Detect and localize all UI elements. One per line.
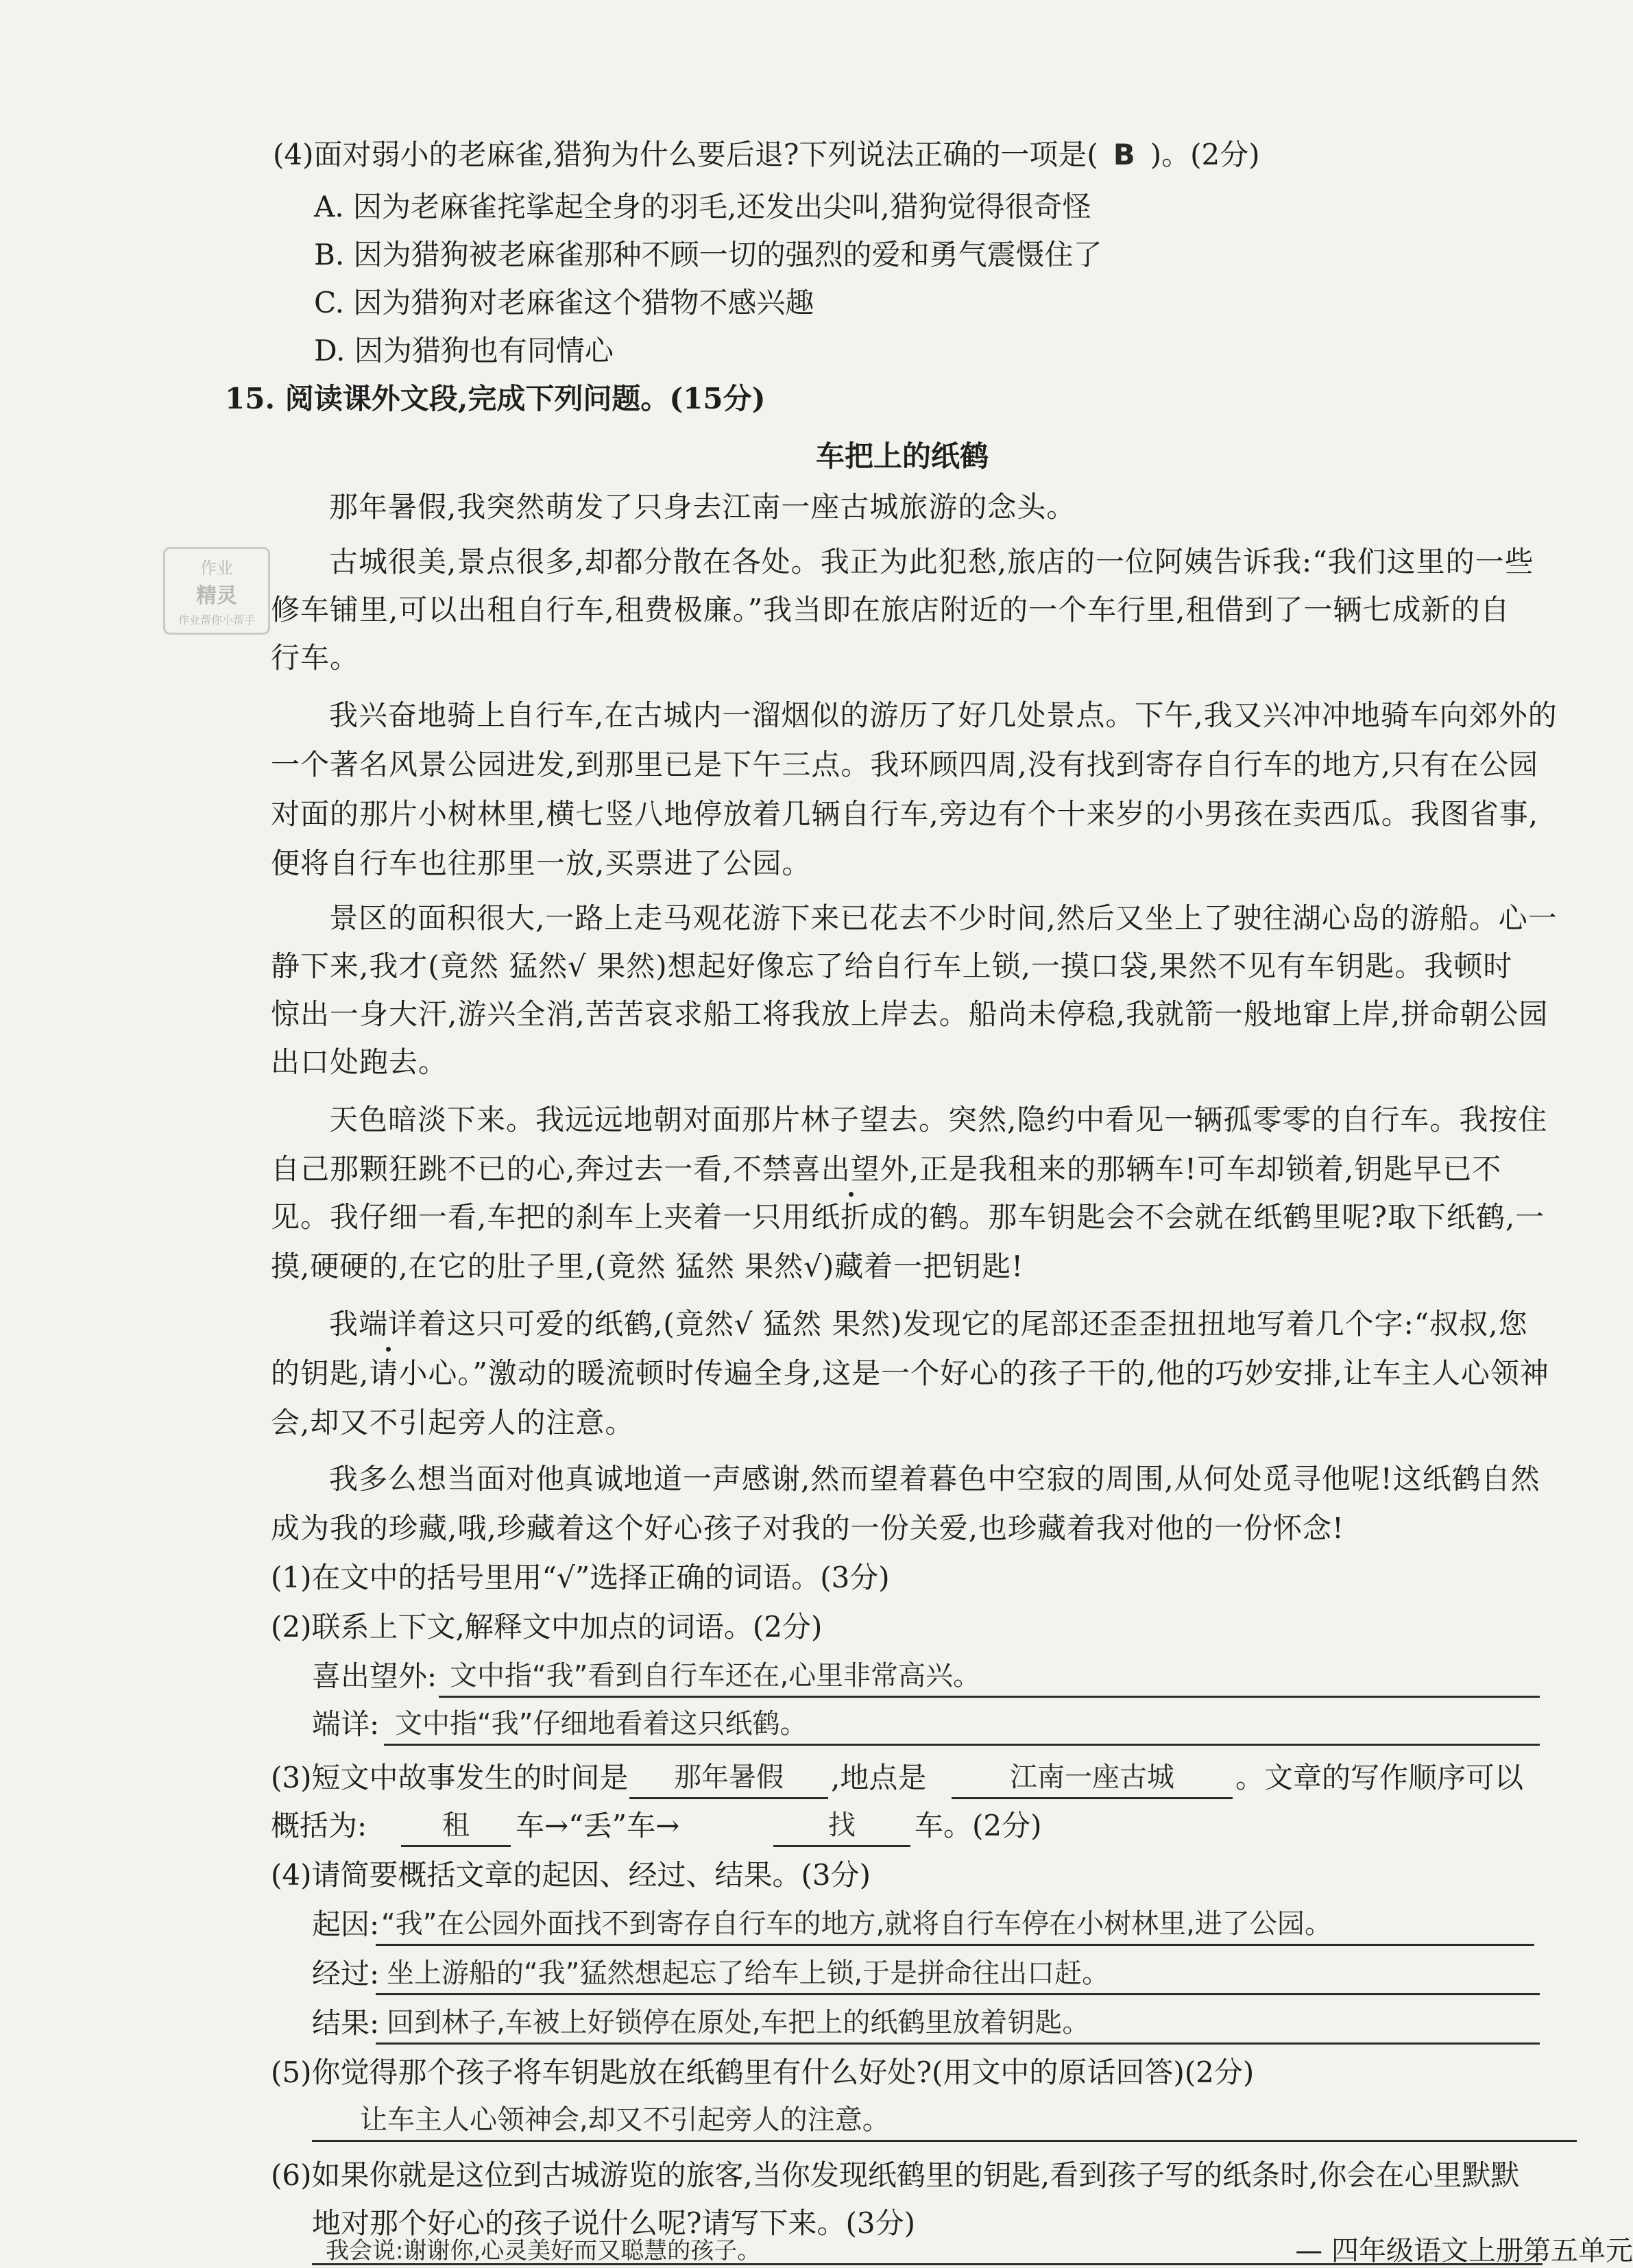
passage-line: 修车铺里,可以出租自行车,租费极廉。”我当即在旅店附近的一个车行里,租借到了一辆七成新的自 [271,593,1510,626]
passage-text: ,正是我租来的那辆车!可车却锁着,钥匙早已不 [909,1152,1502,1186]
q3b-answer-2: 找 [773,1805,910,1847]
sub-question-6-line2: 地对那个好心的孩子说什么呢?请写下来。(3分) [312,2206,916,2240]
passage-line: 会,却又不引起旁人的注意。 [271,1406,635,1439]
q3-pre: (3)短文中故事发生的时间是 [271,1761,629,1794]
q3b-pre: 概括为: [271,1809,367,1842]
q2b-answer: 文中指“我”仔细地看着这只纸鹤。 [384,1704,1540,1746]
q14-4-option-d: D. 因为猎狗也有同情心 [314,334,614,367]
q6-answer: 我会说:谢谢你,心灵美好而又聪慧的孩子。 [312,2239,1543,2265]
q14-4-option-c: C. 因为猎狗对老麻雀这个猎物不感兴趣 [314,286,814,319]
sub-question-2: (2)联系上下文,解释文中加点的词语。(2分) [271,1610,823,1644]
passage-line [271,1149,1501,1190]
passage-line: 景区的面积很大,一路上走马观花游下来已花去不少时间,然后又坐上了驶往湖心岛的游船。心一 [329,901,1558,935]
q14-4-stem-post: )。(2分) [1150,138,1260,171]
q14-4-stem [273,134,1260,175]
passage-text: 我 [329,1307,359,1341]
sub-question-1: (1)在文中的括号里用“√”选择正确的词语。(3分) [271,1561,890,1594]
passage-line: 行车。 [271,641,360,674]
stamp-line3: 作业帮你小帮手 [178,613,255,626]
q4c-label: 结果: [312,2006,380,2040]
q14-4-option-a: A. 因为老麻雀挓挲起全身的羽毛,还发出尖叫,猎狗觉得很奇怪 [314,190,1091,223]
dotted-word: 喜出望外 [792,1149,910,1190]
passage-line: 成为我的珍藏,哦,珍藏着这个好心孩子对我的一份关爱,也珍藏着我对他的一份怀念! [271,1511,1344,1545]
passage-line: 静下来,我才(竟然 猛然√ 果然)想起好像忘了给自行车上锁,一摸口袋,果然不见有车钥匙。我顿时 [271,949,1513,983]
sub-question-5: (5)你觉得那个孩子将车钥匙放在纸鹤里有什么好处?(用文中的原话回答)(2分) [271,2056,1255,2089]
q14-4-stem-pre: (4)面对弱小的老麻雀,猎狗为什么要后退?下列说法正确的一项是( [273,138,1098,171]
passage-text: 着这只可爱的纸鹤,(竟然√ 猛然 果然)发现它的尾部还歪歪扭扭地写着几个字:“叔叔,您 [418,1307,1528,1341]
dotted-word: 端详 [359,1304,418,1345]
q2a-label: 喜出望外: [312,1659,437,1693]
q3-post: 。文章的写作顺序可以 [1235,1761,1524,1794]
sub-question-6-line1: (6)如果你就是这位到古城游览的旅客,当你发现纸鹤里的钥匙,看到孩子写的纸条时,你会在心里默默 [271,2158,1520,2192]
q3b-post: 车。(2分) [915,1809,1042,1842]
q4b-label: 经过: [312,1957,380,1990]
q14-4-answer: B [1113,138,1135,171]
passage-line: 我兴奋地骑上自行车,在古城内一溜烟似的游历了好几处景点。下午,我又兴冲冲地骑车向郊外的 [329,698,1558,732]
passage-line: 那年暑假,我突然萌发了只身去江南一座古城旅游的念头。 [329,490,1076,524]
q15-title: 15. 阅读课外文段,完成下列问题。(15分) [225,382,766,415]
passage-line: 惊出一身大汗,游兴全消,苦苦哀求船工将我放上岸去。船尚未停稳,我就箭一般地窜上岸,拼命朝公园 [271,997,1549,1031]
q4c-answer: 回到林子,车被上好锁停在原处,车把上的纸鹤里放着钥匙。 [376,2003,1540,2045]
q5-answer: 让车主人心领神会,却又不引起旁人的注意。 [312,2100,1577,2142]
passage-text: 自己那颗狂跳不已的心,奔过去一看,不禁 [271,1152,792,1186]
passage-line: 出口处跑去。 [271,1045,448,1079]
q14-4-option-b: B. 因为猎狗被老麻雀那种不顾一切的强烈的爱和勇气震慑住了 [314,238,1102,271]
passage-line: 一个著名风景公园进发,到那里已是下午三点。我环顾四周,没有找到寄存自行车的地方,只有在公园 [271,748,1539,781]
stamp-line1: 作业 [200,559,233,578]
passage-line: 见。我仔细一看,车把的刹车上夹着一只用纸折成的鹤。那车钥匙会不会就在纸鹤里呢?取下纸鹤,一 [271,1200,1545,1234]
q2b-label: 端详: [312,1707,380,1741]
passage-line: 的钥匙,请小心。”激动的暖流顿时传遍全身,这是一个好心的孩子干的,他的巧妙安排,让车主人心领神 [271,1356,1549,1390]
passage-line: 天色暗淡下来。我远远地朝对面那片林子望去。突然,隐约中看见一辆孤零零的自行车。我按住 [329,1103,1548,1136]
q4a-answer: “我”在公园外面找不到寄存自行车的地方,就将自行车停在小树林里,进了公园。 [376,1904,1534,1946]
passage-line: 古城很美,景点很多,却都分散在各处。我正为此犯愁,旅店的一位阿姨告诉我:“我们这里的一些 [329,545,1534,578]
passage-line [329,1304,1528,1345]
q3-mid: ,地点是 [831,1761,927,1794]
q2a-answer: 文中指“我”看到自行车还在,心里非常高兴。 [439,1656,1540,1698]
q3-time-answer: 那年暑假 [629,1757,828,1799]
passage-line: 我多么想当面对他真诚地道一声感谢,然而望着暮色中空寂的周围,从何处觅寻他呢!这纸鹤自然 [329,1462,1540,1496]
passage-title: 车把上的纸鹤 [816,439,989,473]
q4a-label: 起因: [312,1907,380,1941]
page-footer-visible: — 四年级语文上册第五单元 [1295,2235,1633,2267]
stamp-line2: 精灵 [196,584,237,608]
sub-question-4: (4)请简要概括文章的起因、经过、结果。(3分) [271,1858,871,1892]
passage-line: 对面的那片小树林里,横七竖八地停放着几辆自行车,旁边有个十来岁的小男孩在卖西瓜。我图省事, [271,797,1539,831]
passage-line: 摸,硬硬的,在它的肚子里,(竟然 猛然 果然√)藏着一把钥匙! [271,1249,1024,1283]
q4b-answer: 坐上游船的“我”猛然想起忘了给车上锁,于是拼命往出口赶。 [376,1953,1540,1995]
homework-stamp [163,547,270,635]
passage-line: 便将自行车也往那里一放,买票进了公园。 [271,846,812,880]
q3b-answer-1: 租 [401,1805,511,1847]
q3-place-answer: 江南一座古城 [952,1757,1233,1799]
q3b-mid: 车→“丢”车→ [516,1809,680,1842]
